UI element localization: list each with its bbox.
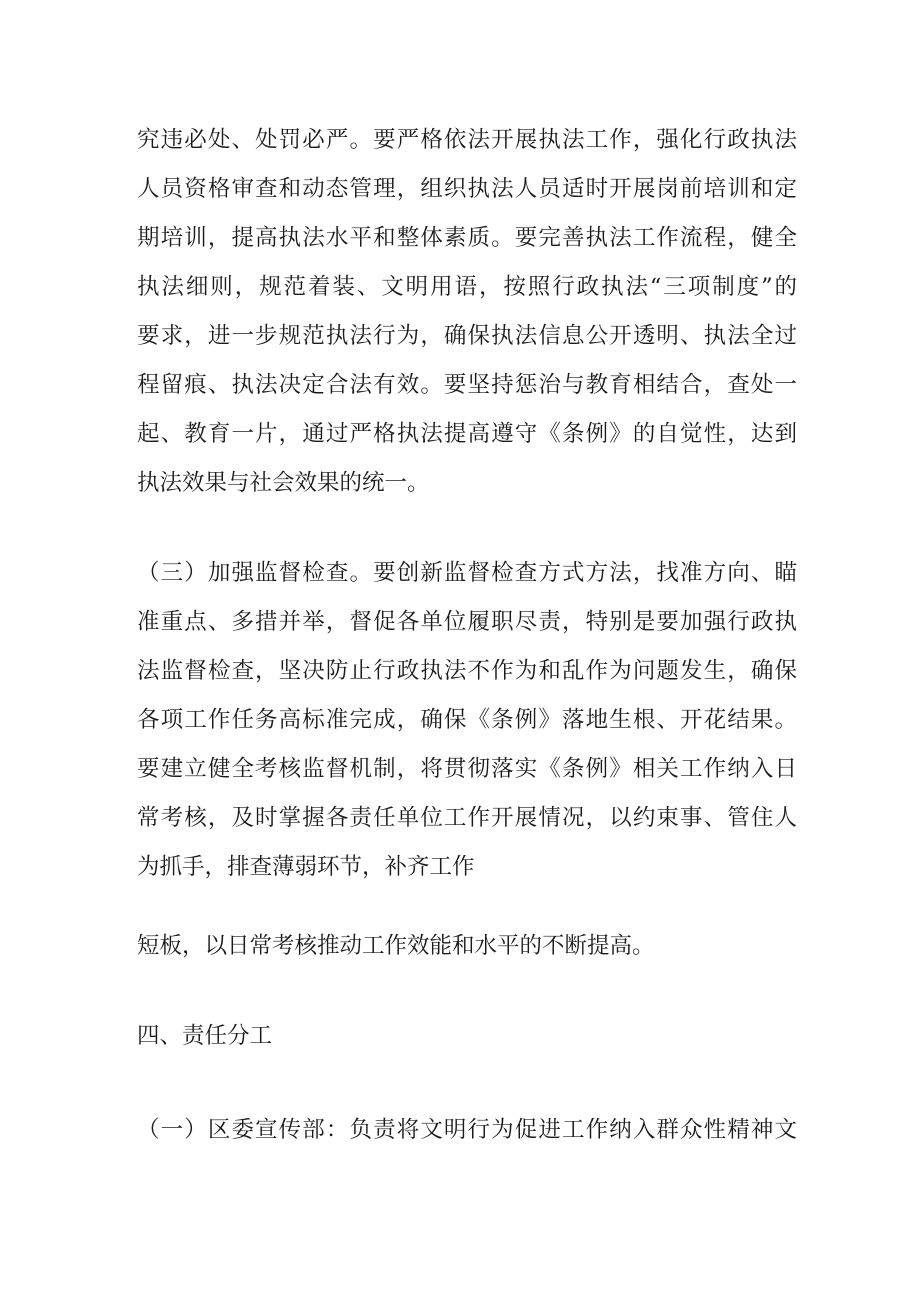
paragraph-line: 各项工作任务高标准完成，确保《条例》落地生根、开花结果。 bbox=[137, 707, 797, 733]
paragraph-line: （一）区委宣传部：负责将文明行为促进工作纳入群众性精神文 bbox=[137, 1117, 797, 1143]
paragraph-line: 期培训，提高执法水平和整体素质。要完善执法工作流程，健全 bbox=[137, 225, 797, 251]
paragraph-line: 准重点、多措并举，督促各单位履职尽责，特别是要加强行政执 bbox=[137, 609, 797, 635]
paragraph-line: 执法效果与社会效果的统一。 bbox=[137, 470, 430, 496]
paragraph-line: 究违必处、处罚必严。要严格依法开展执法工作，强化行政执法 bbox=[137, 127, 797, 153]
paragraph-line: 起、教育一片，通过严格执法提高遵守《条例》的自觉性，达到 bbox=[137, 421, 797, 447]
paragraph-line: （三）加强监督检查。要创新监督检查方式方法，找准方向、瞄 bbox=[137, 560, 797, 586]
paragraph-line: 法监督检查，坚决防止行政执法不作为和乱作为问题发生，确保 bbox=[137, 658, 797, 684]
paragraph-line: 要建立健全考核监督机制，将贯彻落实《条例》相关工作纳入日 bbox=[137, 756, 797, 782]
paragraph-line: 为抓手，排查薄弱环节，补齐工作 bbox=[137, 854, 475, 880]
section-heading: 四、责任分工 bbox=[137, 1023, 273, 1049]
paragraph-line: 短板，以日常考核推动工作效能和水平的不断提高。 bbox=[137, 933, 655, 959]
paragraph-line: 程留痕、执法决定合法有效。要坚持惩治与教育相结合，查处一 bbox=[137, 372, 797, 398]
paragraph-line: 常考核，及时掌握各责任单位工作开展情况，以约束事、管住人 bbox=[137, 805, 797, 831]
paragraph-line: 执法细则，规范着装、文明用语，按照行政执法“三项制度”的 bbox=[137, 274, 797, 300]
paragraph-line: 人员资格审查和动态管理，组织执法人员适时开展岗前培训和定 bbox=[137, 176, 797, 202]
paragraph-line: 要求，进一步规范执法行为，确保执法信息公开透明、执法全过 bbox=[137, 323, 797, 349]
